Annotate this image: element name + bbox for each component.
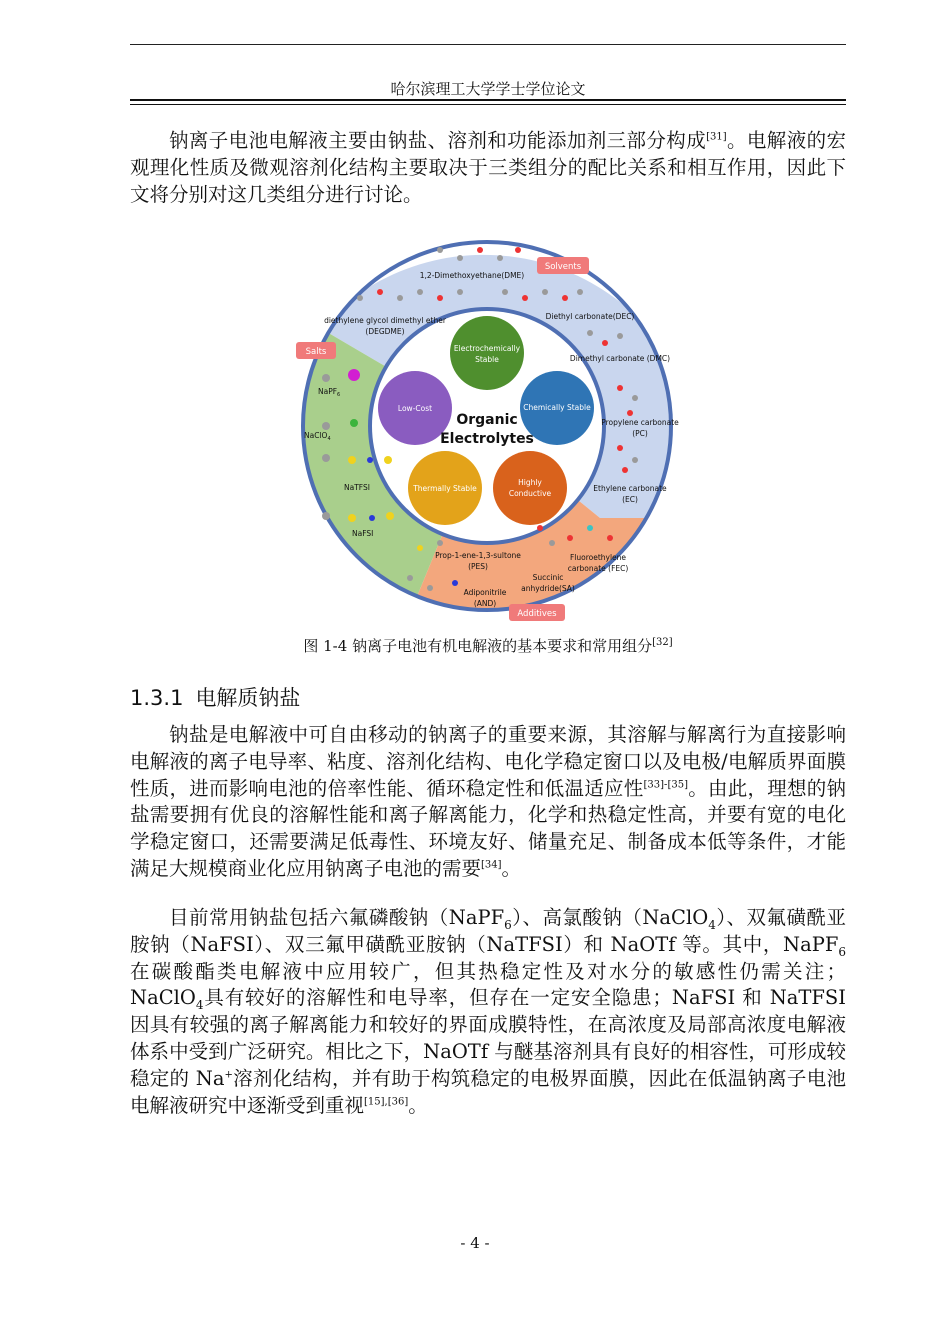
salts-tag-label: Salts xyxy=(305,347,327,357)
req-label: Chemically Stable xyxy=(523,403,591,412)
additive-label: Fluoroethylene xyxy=(569,553,627,562)
solvent-label: Diethyl carbonate(DEC) xyxy=(545,312,635,321)
section-heading xyxy=(130,682,300,712)
solvent-label: Ethylene carbonate xyxy=(593,484,667,493)
page-number: - 4 - xyxy=(460,1234,490,1252)
section-number: 1.3.1 xyxy=(130,686,184,710)
citation: [34] xyxy=(481,859,502,871)
solvent-label: (PC) xyxy=(632,429,648,438)
citation: [33]-[35] xyxy=(643,779,688,791)
req-label: Low-Cost xyxy=(397,404,433,413)
additive-label: Prop-1-ene-1,3-sultone xyxy=(435,551,521,560)
additives-tag-label: Additives xyxy=(517,609,557,619)
center-title: Electrolytes xyxy=(440,431,534,447)
center-title: Organic xyxy=(456,412,518,428)
intro-paragraph: 钠离子电池电解液主要由钠盐、溶剂和功能添加剂三部分构成[31]。电解液的宏观理化性质及微观溶剂化结构主要取决于三类组分的配比关系和相互作用，因此下文将分别对这几类组分进行讨论。 xyxy=(130,129,846,206)
req-conductive-bubble xyxy=(493,451,567,525)
header-rule-thin xyxy=(130,104,846,105)
salt-label: NaTFSI xyxy=(344,483,370,492)
salt-label: NaClO$_4$ xyxy=(304,431,331,442)
running-header: 哈尔滨理工大学学士学位论文 xyxy=(390,80,586,98)
solvent-label: Propylene carbonate xyxy=(601,418,679,427)
solvents-tag-label: Solvents xyxy=(544,262,582,272)
salt-label: NaPF$_6$ xyxy=(318,387,341,398)
salt-label: NaFSI xyxy=(352,529,374,538)
solvent-label: (EC) xyxy=(622,495,638,504)
citation: [32] xyxy=(652,637,673,648)
solvent-label: Dimethyl carbonate (DMC) xyxy=(569,354,671,363)
req-label: Stable xyxy=(475,355,499,364)
solvent-label: (DEGDME) xyxy=(365,327,405,336)
req-label: Electrochemically xyxy=(453,344,521,353)
figure-caption: 图 1-4 钠离子电池有机电解液的基本要求和常用组分[32] xyxy=(303,637,673,655)
header-rule-thick xyxy=(130,99,846,101)
citation: [15],[36] xyxy=(364,1096,409,1108)
additive-label: carbonate (FEC) xyxy=(567,564,629,573)
additive-label: (PES) xyxy=(468,562,488,571)
additive-label: (AND) xyxy=(473,599,497,608)
additive-label: Adiponitrile xyxy=(463,588,507,597)
electrolyte-figure xyxy=(290,238,680,624)
section-title: 电解质钠盐 xyxy=(195,686,301,710)
solvent-label: 1,2-Dimethoxyethane(DME) xyxy=(419,271,525,280)
paragraph-salts-intro: 钠盐是电解液中可自由移动的钠离子的重要来源，其溶解与解离行为直接影响电解液的离子电导率、粘度、溶剂化结构、电化学稳定窗口以及电极/电解质界面膜性质，进而影响电池的倍率性能、循环稳定性和低温适应性[33]-[35]。由此，理想的钠盐需要拥有优良的溶解性能和离子解离能力，化学和热稳定性高，并要有宽的电化学稳定窗口，还需要满足低毒性、环境友好、储量充足、制备成本低等条件，才能满足大规模商业化应用钠离子电池的需要[34]。 xyxy=(130,723,846,880)
req-label: Thermally Stable xyxy=(413,484,477,493)
citation: [31] xyxy=(706,131,727,143)
additive-label: Succinic xyxy=(532,573,564,582)
header-rule-top xyxy=(130,44,846,45)
req-electrochemical-bubble xyxy=(450,316,524,390)
req-label: Highly xyxy=(518,478,542,487)
req-label: Conductive xyxy=(508,489,552,498)
paragraph-common-salts: 目前常用钠盐包括六氟磷酸钠（NaPF$_6$）、高氯酸钠（NaClO$_4$）、双氟磺酰亚胺钠（NaFSI）、双三氟甲磺酰亚胺钠（NaTFSI）和 NaOTf 等。其中，NaPF$_6$在碳酸酯类电解液中应用较广，但其热稳定性及对水分的敏感性仍需关注；NaClO$_4$具有较好的溶解性和电导率，但存在一定安全隐患；NaFSI 和 NaTFSI 因具有较强的离子解离能力和较好的界面成膜特性，在高浓度及局部高浓度电解液体系中受到广泛研究。相比之下，NaOTf 与醚基溶剂具有良好的相容性，可形成较稳定的 Na+溶剂化结构，并有助于构筑稳定的电极界面膜，因此在低温钠离子电池电解液研究中逐渐受到重视[15],[36]。 xyxy=(130,906,846,1117)
solvent-label: diethylene glycol dimethyl ether xyxy=(324,316,446,325)
additive-label: anhydride(SA) xyxy=(521,584,575,593)
